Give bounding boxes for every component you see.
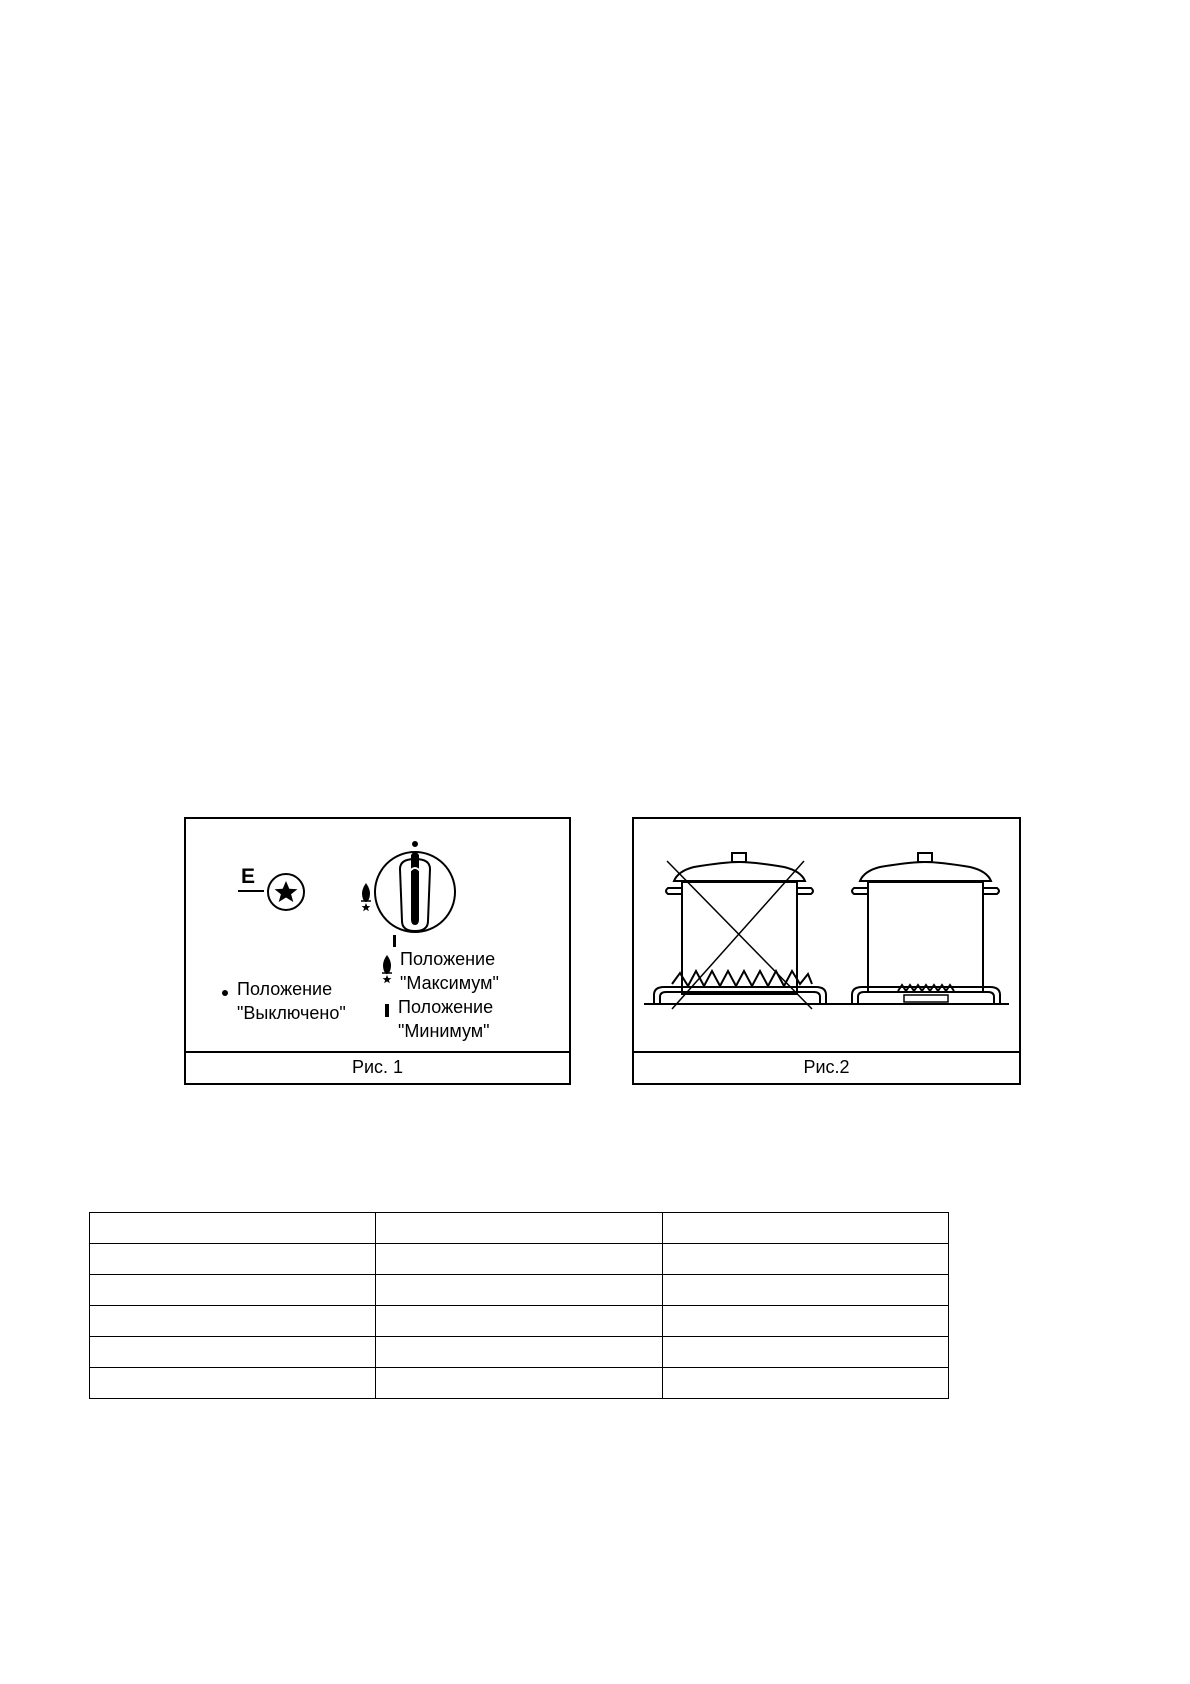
table-row (90, 1368, 949, 1399)
table-cell (376, 1337, 662, 1368)
figure-1 (184, 817, 571, 1085)
label-max-line2: "Максимум" (400, 973, 499, 993)
off-dot-icon (222, 990, 228, 996)
pot-correct-icon (852, 853, 1000, 1004)
label-min-line1: Положение (398, 997, 494, 1017)
table-cell (376, 1213, 662, 1244)
table-cell (90, 1213, 376, 1244)
figure-1-caption: Рис. 1 (186, 1051, 569, 1083)
table-cell (90, 1275, 376, 1306)
label-min-line2: "Минимум" (398, 1021, 490, 1041)
figure-2-caption: Рис.2 (634, 1051, 1019, 1083)
figure-2 (632, 817, 1021, 1085)
table-cell (662, 1275, 948, 1306)
table-cell (90, 1368, 376, 1399)
table-cell (662, 1337, 948, 1368)
table-cell (376, 1368, 662, 1399)
table-row (90, 1213, 949, 1244)
table-row (90, 1306, 949, 1337)
table-cell (376, 1275, 662, 1306)
control-knob-icon (361, 841, 455, 947)
table-row (90, 1337, 949, 1368)
table-cell (662, 1368, 948, 1399)
table-cell (662, 1306, 948, 1337)
label-off-line1: Положение (237, 979, 333, 999)
min-flame-icon (385, 1004, 389, 1017)
label-off-line2: "Выключено" (237, 1003, 346, 1023)
table-cell (90, 1306, 376, 1337)
table-cell (90, 1337, 376, 1368)
table-cell (376, 1244, 662, 1275)
label-max-line1: Положение (400, 949, 496, 969)
pot-wrong-crossed-icon (654, 853, 826, 1009)
table-cell (662, 1244, 948, 1275)
max-flame-icon (382, 955, 392, 983)
figure-2-drawing (634, 819, 1019, 1053)
table-row (90, 1244, 949, 1275)
data-table (89, 1212, 949, 1399)
table-row (90, 1275, 949, 1306)
e-label: E (241, 865, 256, 888)
table-cell (662, 1213, 948, 1244)
table-cell (90, 1244, 376, 1275)
table-cell (376, 1306, 662, 1337)
